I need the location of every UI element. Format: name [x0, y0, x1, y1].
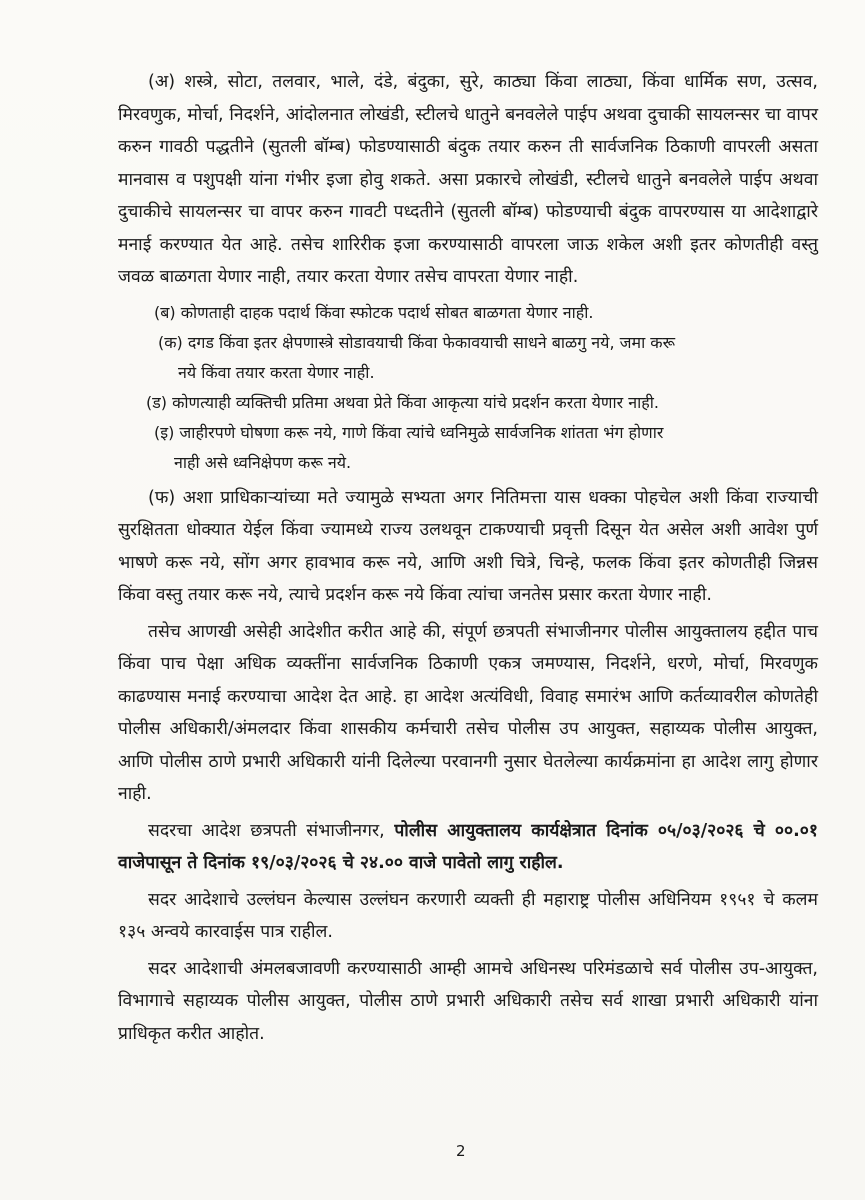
paragraph-i-continuation: नाही असे ध्वनिक्षेपण करू नये. — [174, 452, 352, 472]
validity-prefix: सदरचा आदेश छत्रपती संभाजीनगर, — [148, 820, 395, 841]
paragraph-violation-penalty: सदर आदेशाचे उल्लंघन केल्यास उल्लंघन करणारी व्यक्ती ही महाराष्ट्र पोलीस अधिनियम १९५१ चे कलम १३५ अन्वये कारवाईस पात्र राहील. — [118, 889, 818, 942]
document-body — [118, 66, 818, 1050]
paragraph-f-speeches: (फ) अशा प्राधिकाऱ्यांच्या मते ज्यामुळे सभ्यता अगर नितिमत्ता यास धक्का पोहचेल अशी किंवा राज्याची सुरक्षितता धोक्यात येईल किंवा ज्यामध्ये राज्य उलथवून टाकण्याची प्रवृत्ती दिसून येत असेल अशी आवेश पुर्ण भाषणे करू नये, सोंग अगर हावभाव करू नये, आणि अशी चित्रे, चिन्हे, फलक किंवा इतर कोणतीही जिन्नस किंवा वस्तु तयार करू नये, त्याचे प्रदर्शन करू नये किंवा त्यांचा जनतेस प्रसार करता येणार नाही. — [118, 487, 818, 605]
paragraph-i-slogans-line1: (इ) जाहीरपणे घोषणा करू नये, गाणे किंवा त्यांचे ध्वनिमुळे सार्वजनिक शांतता भंग होणार — [154, 422, 664, 442]
paragraph-validity-period — [118, 815, 818, 880]
page-number: 2 — [456, 1142, 466, 1160]
paragraph-i-slogans-line2 — [118, 448, 818, 478]
paragraph-b-explosives: (ब) कोणताही दाहक पदार्थ किंवा स्फोटक पदार्थ सोबत बाळगता येणार नाही. — [154, 302, 594, 322]
paragraph-d-effigies: (ड) कोणत्याही व्यक्तिची प्रतिमा अथवा प्रेते किंवा आकृत्या यांचे प्रदर्शन करता येणार नाही. — [146, 392, 659, 412]
paragraph-k-continuation: नये किंवा तयार करता येणार नाही. — [178, 362, 375, 382]
paragraph-k-missiles-line2 — [118, 358, 818, 388]
paragraph-a-weapons: (अ) शस्त्रे, सोटा, तलवार, भाले, दंडे, बंदुका, सुरे, काठ्या किंवा लाठ्या, किंवा धार्मिक सण, उत्सव, मिरवणुक, मोर्चा, निदर्शने, आंदोलनात लोखंडी, स्टीलचे धातुने बनवलेले पाईप अथवा दुचाकी सायलन्सर चा वापर करुन गावठी पद्धतीने (सुतली बॉम्ब) फोडण्यासाठी बंदुक तयार करुन ती सार्वजनिक ठिकाणी वापरली असता मानवास व पशुपक्षी यांना गंभीर इजा होवु शकते. असा प्रकारचे लोखंडी, स्टीलचे धातुने बनवलेले पाईप अथवा दुचाकीचे सायलन्सर चा वापर करुन गावटी पध्दतीने (सुतली बॉम्ब) फोडण्याची बंदुक वापरण्यास या आदेशाद्वारे मनाई करण्यात येत आहे. तसेच शारिरीक इजा करण्यासाठी वापरला जाऊ शकेल अशी इतर कोणतीही वस्तु जवळ बाळगता येणार नाही, तयार करता येणार तसेच वापरता येणार नाही. — [118, 72, 818, 287]
validity-dates: पोलीस आयुक्तालय कार्यक्षेत्रात दिनांक ०५/०३/२०२६ चे ००.०१ वाजेपासून ते दिनांक १९/०३/२०२६ चे २४.०० वाजे पावेतो लागु राहील. — [118, 820, 818, 873]
paragraph-enforcement-authority: सदर आदेशाची अंमलबजावणी करण्यासाठी आम्ही आमचे अधिनस्थ परिमंडळाचे सर्व पोलीस उप-आयुक्त, विभागाचे सहाय्यक पोलीस आयुक्त, पोलीस ठाणे प्रभारी अधिकारी तसेच सर्व शाखा प्रभारी अधिकारी यांना प्राधिकृत करीत आहोत. — [118, 958, 818, 1044]
paragraph-k-missiles-line1: (क) दगड किंवा इतर क्षेपणास्त्रे सोडावयाची किंवा फेकावयाची साधने बाळगु नये, जमा करू — [158, 332, 676, 352]
paragraph-assembly-ban: तसेच आणखी असेही आदेशीत करीत आहे की, संपूर्ण छत्रपती संभाजीनगर पोलीस आयुक्तालय हद्दीत पाच किंवा पाच पेक्षा अधिक व्यक्तींना सार्वजनिक ठिकाणी एकत्र जमण्यास, निदर्शने, धरणे, मोर्चा, मिरवणुक काढण्यास मनाई करण्याचा आदेश देत आहे. हा आदेश अत्यंविधी, विवाह समारंभ आणि कर्तव्यावरील कोणतेही पोलीस अधिकारी/अंमलदार किंवा शासकीय कर्मचारी तसेच पोलीस उप आयुक्त, सहाय्यक पोलीस आयुक्त, आणि पोलीस ठाणे प्रभारी अधिकारी यांनी दिलेल्या परवानगी नुसार घेतलेल्या कार्यक्रमांना हा आदेश लागु होणार नाही. — [118, 621, 818, 804]
